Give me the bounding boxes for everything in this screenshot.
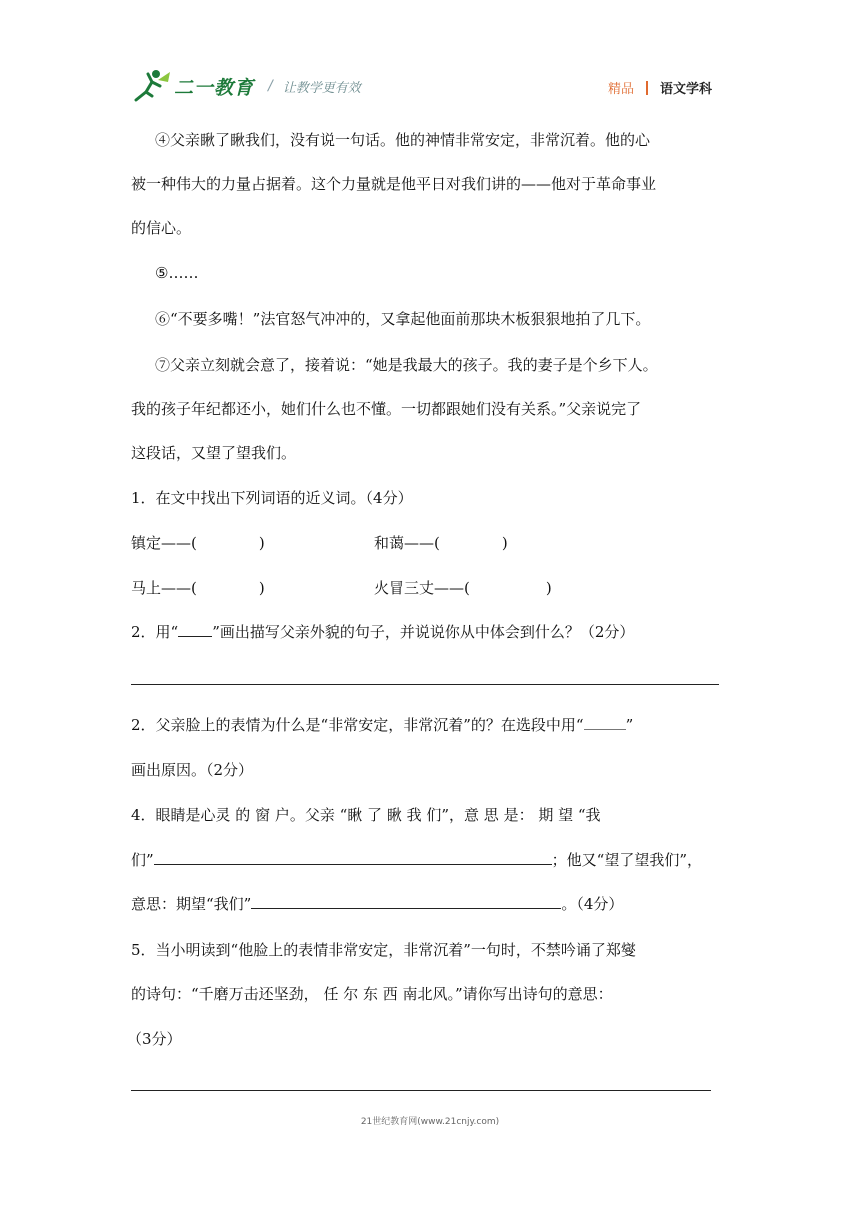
passage-p4-line3: 的信心。 — [131, 219, 192, 237]
question-5-line2: 的诗句：“千磨万击还坚劲， 任 尔 东 西 南北风。”请你写出诗句的意思： — [131, 985, 613, 1003]
q1-close-paren-b: ) — [501, 534, 508, 552]
q4-line2-suffix: ；他又“望了望我们”， — [551, 851, 703, 869]
brand-logo — [132, 66, 361, 106]
q5-answer-line[interactable] — [131, 1090, 711, 1091]
passage-p7-line2: 我的孩子年纪都还小，她们什么也不懂。一切都跟她们没有关系。”父亲说完了 — [131, 400, 642, 418]
runner-logo-icon — [132, 66, 174, 106]
passage-p6: ⑥“不要多嘴！”法官怒气冲冲的，又拿起他面前那块木板狠狠地拍了几下。 — [155, 310, 651, 328]
logo-text: 二一教育 — [174, 76, 255, 99]
q1-word-b: 和蔼——( — [374, 534, 440, 552]
header-tags — [608, 78, 712, 97]
passage-p4-line1: ④父亲瞅了瞅我们，没有说一句话。他的神情非常安定，非常沉着。他的心 — [155, 131, 651, 149]
question-2 — [131, 620, 634, 644]
q2-answer-line[interactable] — [131, 684, 719, 685]
q4-line2-prefix: 们” — [131, 851, 154, 869]
q2-text-before: 2．用“ — [131, 623, 179, 641]
q4-answer-blank-2[interactable] — [251, 892, 561, 909]
question-3-line2: 画出原因。（2分） — [131, 761, 254, 779]
passage-p7-line1: ⑦父亲立刻就会意了，接着说：“她是我最大的孩子。我的妻子是个乡下人。 — [155, 356, 658, 374]
question-1-title: 1．在文中找出下列词语的近义词。（4分） — [131, 489, 413, 507]
q1-word-d: 火冒三丈——( — [374, 579, 470, 597]
q4-line3-prefix: 意思：期望“我们” — [131, 895, 252, 913]
q3-text-before: 2．父亲脸上的表情为什么是“非常安定，非常沉着”的？在选段中用“ — [131, 716, 584, 734]
slogan-separator: / — [268, 78, 273, 94]
question-4-line3 — [131, 892, 623, 916]
q1-word-c: 马上——( — [131, 579, 197, 597]
page-header — [0, 0, 860, 110]
page-footer: 21世纪教育网(www.21cnjy.com) — [360, 1117, 500, 1127]
q4-line3-suffix: 。（4分） — [561, 895, 624, 913]
q4-answer-blank-1[interactable] — [154, 848, 552, 865]
q3-text-after: ” — [625, 716, 634, 734]
question-4-line2 — [131, 848, 702, 872]
question-1-item-d — [374, 576, 552, 600]
q2-text-after: ”画出描写父亲外貌的句子，并说说你从中体会到什么？（2分） — [212, 623, 635, 641]
passage-p7-line3: 这段话，又望了望我们。 — [131, 444, 297, 462]
q1-word-a: 镇定——( — [131, 534, 197, 552]
question-5-line3: （3分） — [127, 1030, 182, 1048]
q2-underline-sample — [178, 620, 212, 637]
question-1-item-a — [131, 531, 265, 555]
q3-underline-sample — [584, 713, 626, 730]
slogan: 让教学更有效 — [282, 80, 361, 96]
question-4-line1: 4．眼睛是心灵 的 窗 户。父亲 “瞅 了 瞅 我 们”，意 思 是： 期 望 “我 — [131, 806, 601, 824]
question-5-line1: 5．当小明读到“他脸上的表情非常安定，非常沉着”一句时，不禁吟诵了郑燮 — [131, 941, 636, 959]
passage-p4-line2: 被一种伟大的力量占据着。这个力量就是他平日对我们讲的——他对于革命事业 — [131, 175, 657, 193]
q1-close-paren-d: ) — [545, 579, 552, 597]
q1-close-paren-a: ) — [258, 534, 265, 552]
question-1-item-c — [131, 576, 265, 600]
subject-tag: 语文学科 — [659, 82, 712, 97]
premium-tag: 精品 — [607, 82, 634, 97]
q1-close-paren-c: ) — [258, 579, 265, 597]
question-1-item-b — [374, 531, 508, 555]
passage-p5: ⑤…… — [155, 264, 199, 282]
tag-divider — [646, 81, 648, 95]
question-3-line1 — [131, 713, 633, 737]
